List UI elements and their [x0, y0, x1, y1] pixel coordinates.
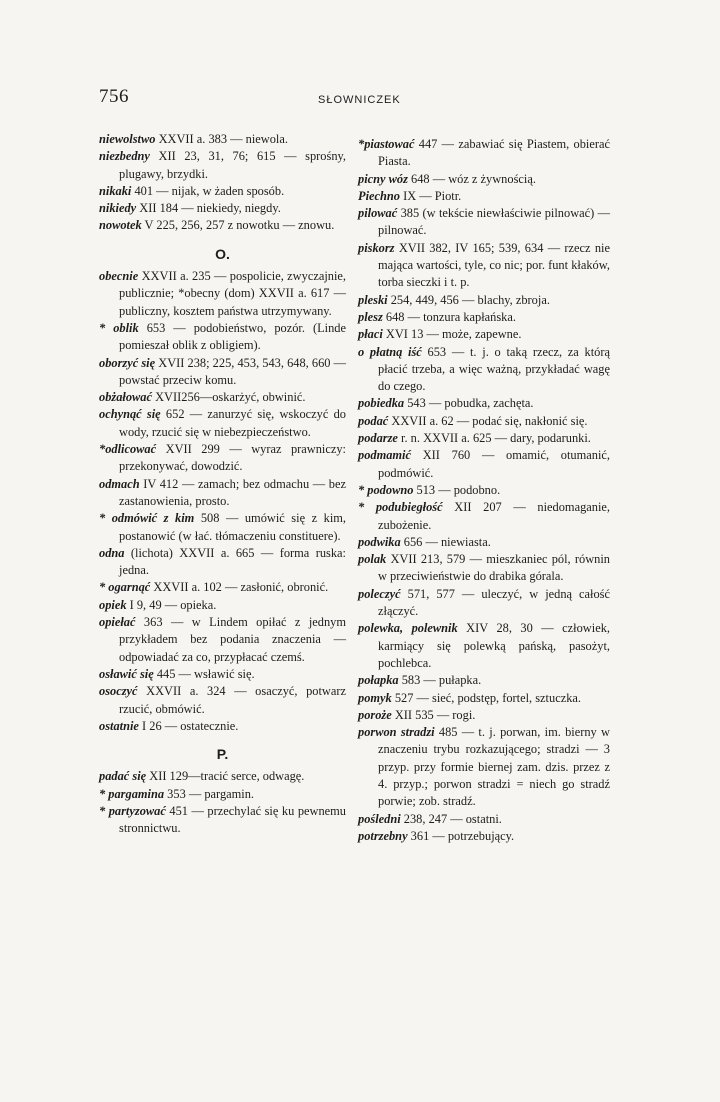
- definition: XXVII a. 324 — osaczyć, potwarz rzucić, obmówić.: [119, 684, 346, 716]
- headword: nikiedy: [99, 201, 137, 216]
- headword: pośledni: [358, 811, 401, 826]
- definition: 513 — podobno.: [413, 482, 501, 497]
- dictionary-entry: [99, 200, 346, 217]
- dictionary-entry: [358, 447, 610, 482]
- headword: * pargamina: [99, 786, 165, 801]
- section-heading-o: O.: [215, 245, 230, 262]
- definition: 656 — niewiasta.: [400, 534, 491, 549]
- dictionary-entry: [99, 131, 346, 148]
- headword: oborzyć się: [99, 355, 156, 370]
- definition: 583 — pułapka.: [398, 673, 482, 688]
- headword: podwika: [358, 534, 401, 549]
- definition: V 225, 256, 257 z nowotku — znowu.: [141, 218, 335, 233]
- definition: I 26 — ostatecznie.: [138, 718, 239, 733]
- headword: plesz: [358, 309, 383, 324]
- headword: padać się: [99, 769, 147, 784]
- dictionary-entry: [99, 476, 346, 511]
- dictionary-entry: [99, 803, 346, 838]
- definition: 508 — umówić się z kim, postanowić (w łać. tłómaczeniu constituere).: [119, 511, 346, 543]
- dictionary-entry: [358, 309, 610, 326]
- definition: I 9, 49 — opieka.: [126, 597, 217, 612]
- definition: 653 — podobieństwo, pozór. (Linde pomieszał oblik z obligiem).: [119, 320, 346, 353]
- dictionary-entry: [358, 395, 610, 412]
- definition: XVII 299 — wyraz prawniczy: przekonywać, dowodzić.: [119, 442, 346, 474]
- definition: 363 — w Lindem opiłać z jednym przykładem bez podania znaczenia — odpowiadać za co, przypłacać czemś.: [119, 615, 346, 664]
- headword: podmamić: [358, 448, 411, 463]
- headword: odna: [99, 545, 125, 560]
- definition: 653 — t. j. o taką rzecz, za którą płacić trzeba, a więc ważną, przykładać wagę do czego.: [378, 344, 610, 394]
- dictionary-entry: [99, 718, 346, 735]
- headword: pobiedka: [358, 396, 405, 411]
- definition: XVII256—oskarżyć, obwinić.: [152, 390, 306, 405]
- headword: niezbedny: [99, 149, 150, 164]
- dictionary-entry: [358, 344, 610, 396]
- dictionary-entry: [99, 545, 346, 580]
- headword: poroże: [358, 707, 392, 722]
- definition: XIV 28, 30 — człowiek, karmiący się polewką pańską, pasożyt, pochlebca.: [378, 621, 610, 670]
- definition: XVII 382, IV 165; 539, 634 — rzecz nie mająca wartości, tyle, co nic; por. funt kłaków, torba sieczki i t. p.: [378, 240, 610, 290]
- definition: XVII 213, 579 — mieszkaniec pól, równin w przeciwieństwie do drabika górala.: [378, 552, 610, 584]
- definition: IX — Piotr.: [400, 188, 462, 203]
- dictionary-entry: [358, 620, 610, 672]
- headword: Piechno: [358, 188, 400, 203]
- dictionary-entry: [99, 786, 346, 803]
- definition: 238, 247 — ostatni.: [400, 811, 502, 826]
- headword: * podubiegłość: [358, 500, 443, 515]
- definition: XII 535 — rogi.: [391, 707, 476, 722]
- definition: XVI 13 — może, zapewne.: [382, 327, 522, 342]
- headword: polewka, polewnik: [358, 621, 458, 636]
- dictionary-entry: [99, 614, 346, 666]
- headword: piskorz: [358, 240, 395, 255]
- dictionary-entry: [358, 551, 610, 586]
- dictionary-entry: [358, 292, 610, 309]
- dictionary-entry: [358, 707, 610, 724]
- definition: 485 — t. j. porwan, im. bierny w znaczeniu trybu rozkazującego; stradzi — 3 przyp. przy formie biernej zam. dzis. przez z 4. przyp.; porwon stradzi = niech go stradź porwie; zob. stradź.: [378, 725, 610, 809]
- definition: XII 760 — omamić, otumanić, podmówić.: [378, 448, 610, 480]
- headword: osoczyć: [99, 684, 138, 699]
- dictionary-entry: [358, 136, 610, 171]
- headword: podarze: [358, 431, 398, 446]
- dictionary-entry: [358, 430, 610, 447]
- dictionary-entry: [99, 148, 346, 183]
- headword: ostatnie: [99, 718, 139, 733]
- headword: potrzebny: [358, 828, 408, 843]
- headword: płaci: [358, 327, 383, 342]
- headword: pilować: [358, 206, 398, 221]
- headword: połapka: [358, 673, 399, 688]
- definition: 648 — wóz z żywnością.: [407, 171, 536, 186]
- section-heading-p: P.: [216, 746, 229, 763]
- running-head: SŁOWNICZEK: [318, 94, 401, 106]
- dictionary-entry: [99, 683, 346, 718]
- dictionary-entry: [358, 690, 610, 707]
- headword: *piastować: [358, 137, 415, 151]
- dictionary-entry: [99, 666, 346, 683]
- headword: nikaki: [99, 183, 132, 198]
- headword: pomyk: [358, 690, 392, 705]
- dictionary-entry: [358, 240, 610, 292]
- definition: 353 — pargamin.: [164, 786, 255, 801]
- definition: XII 23, 31, 76; 615 — sprośny, plugawy, brzydki.: [119, 149, 346, 181]
- definition: 401 — nijak, w żaden sposób.: [131, 183, 285, 198]
- dictionary-entry: [99, 183, 346, 200]
- headword: niewolstwo: [99, 132, 156, 146]
- definition: XXVII a. 235 — pospolicie, zwyczajnie, publicznie; *obecny (dom) XXVII a. 617 — publiczny, kosztem państwa utrzymywany.: [119, 269, 346, 318]
- headword: *odlicować: [99, 442, 157, 457]
- headword: odmach: [99, 476, 140, 491]
- headword: obżałować: [99, 390, 153, 405]
- definition: 527 — sieć, podstęp, fortel, sztuczka.: [391, 690, 581, 705]
- headword: o płatną iść: [358, 344, 422, 359]
- dictionary-entry: [358, 828, 610, 845]
- dictionary-entry: [99, 217, 346, 234]
- definition: XXVII a. 383 — niewola.: [155, 132, 288, 146]
- dictionary-entry: [358, 326, 610, 343]
- headword: * partyzować: [99, 803, 166, 818]
- definition: r. n. XXVII a. 625 — dary, podarunki.: [397, 431, 591, 446]
- headword: poleczyć: [358, 586, 401, 601]
- definition: 543 — pobudka, zachęta.: [404, 396, 534, 411]
- headword: * ogarnąć: [99, 580, 151, 595]
- dictionary-entry: [99, 406, 346, 441]
- dictionary-entry: [358, 586, 610, 621]
- left-column: [99, 131, 346, 838]
- headword: * podowno: [358, 482, 414, 497]
- dictionary-entry: [358, 499, 610, 534]
- dictionary-entry: [358, 205, 610, 240]
- headword: ochynąć się: [99, 407, 161, 422]
- definition: 361 — potrzebujący.: [407, 828, 515, 843]
- definition: XXVII a. 102 — zasłonić, obronić.: [150, 580, 329, 595]
- dictionary-entry: [358, 413, 610, 430]
- definition: 451 — przechylać się ku pewnemu stronnictwu.: [119, 803, 346, 836]
- definition: 254, 449, 456 — blachy, zbroja.: [387, 292, 550, 307]
- dictionary-entry: [358, 534, 610, 551]
- dictionary-entry: [99, 389, 346, 406]
- headword: obecnie: [99, 269, 139, 284]
- definition: XXVII a. 62 — podać się, nakłonić się.: [388, 413, 588, 428]
- definition: XII 129—tracić serce, odwagę.: [146, 769, 305, 784]
- definition: 571, 577 — uleczyć, w jedną całość złączyć.: [378, 586, 610, 619]
- definition: XVII 238; 225, 453, 543, 648, 660 — powstać przeciw komu.: [119, 355, 347, 387]
- headword: opiek: [99, 597, 127, 612]
- headword: polak: [358, 552, 387, 567]
- headword: pleski: [358, 292, 388, 307]
- right-column: [358, 136, 610, 845]
- definition: IV 412 — zamach; bez odmachu — bez zastanowienia, prosto.: [119, 476, 346, 508]
- headword: * odmówić z kim: [99, 511, 195, 526]
- headword: nowotek: [99, 218, 142, 233]
- definition: 648 — tonzura kapłańska.: [382, 309, 516, 324]
- headword: * oblik: [99, 320, 139, 335]
- page-number: 756: [99, 86, 129, 107]
- definition: 447 — zabawiać się Piastem, obierać Piasta.: [378, 137, 610, 169]
- dictionary-entry: [358, 482, 610, 499]
- dictionary-entry: [358, 672, 610, 689]
- definition: 445 — wsławić się.: [153, 666, 255, 681]
- headword: podać: [358, 413, 389, 428]
- dictionary-entry: [358, 724, 610, 810]
- dictionary-entry: [99, 320, 346, 355]
- dictionary-entry: [358, 171, 610, 188]
- definition: 385 (w tekście niewłaściwie pilnować) — pilnować.: [378, 206, 610, 238]
- definition: 652 — zanurzyć się, wskoczyć do wody, rzucić się w niebezpieczeństwo.: [119, 407, 346, 439]
- headword: osławić się: [99, 666, 154, 681]
- definition: (lichota) XXVII a. 665 — forma ruska: jedna.: [119, 545, 346, 578]
- headword: porwon stradzi: [358, 725, 435, 740]
- dictionary-entry: [99, 355, 346, 390]
- dictionary-entry: [99, 579, 346, 596]
- dictionary-entry: [99, 510, 346, 545]
- dictionary-entry: [358, 811, 610, 828]
- dictionary-entry: [358, 188, 610, 205]
- dictionary-entry: [99, 597, 346, 614]
- dictionary-entry: [99, 768, 346, 785]
- definition: XII 184 — niekiedy, niegdy.: [136, 201, 281, 216]
- definition: XII 207 — niedomaganie, zubożenie.: [378, 500, 611, 532]
- dictionary-entry: [99, 268, 346, 320]
- headword: picny wóz: [358, 171, 408, 186]
- dictionary-entry: [99, 441, 346, 476]
- headword: opiełać: [99, 615, 136, 630]
